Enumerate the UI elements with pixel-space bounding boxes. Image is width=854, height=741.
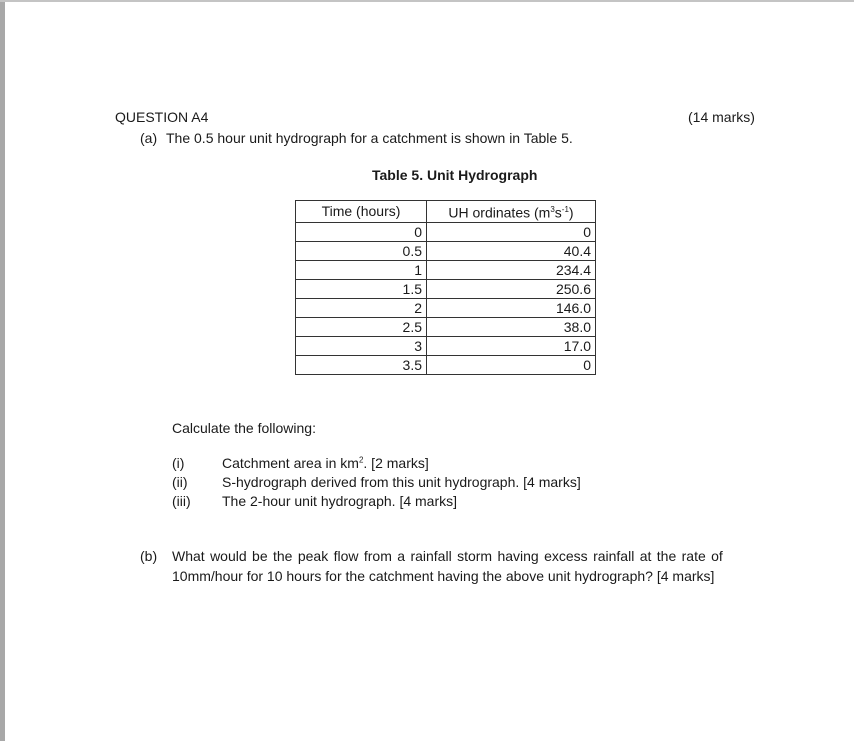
item-i-tail: . [2 marks] bbox=[363, 455, 429, 471]
table-row bbox=[296, 241, 596, 260]
table-row bbox=[296, 336, 596, 355]
header-close: ) bbox=[568, 204, 574, 221]
item-i-text bbox=[222, 455, 429, 471]
time-cell: 2 bbox=[296, 298, 427, 317]
header-sup-neg1: -1 bbox=[561, 205, 569, 214]
uh-ordinate-cell: 146.0 bbox=[427, 298, 596, 317]
item-iii-text: The 2-hour unit hydrograph. [4 marks] bbox=[222, 493, 458, 509]
item-iii-num: (iii) bbox=[172, 493, 191, 509]
time-cell: 3.5 bbox=[296, 355, 427, 374]
table-row bbox=[296, 222, 596, 241]
header-s: s bbox=[554, 204, 562, 221]
uh-ordinate-cell: 17.0 bbox=[427, 336, 596, 355]
uh-ordinate-cell: 0 bbox=[427, 222, 596, 241]
table-caption: Table 5. Unit Hydrograph bbox=[372, 167, 538, 183]
uh-ordinate-cell: 40.4 bbox=[427, 241, 596, 260]
table-row bbox=[296, 260, 596, 279]
header-uh-ordinates bbox=[427, 201, 596, 223]
part-b-line2: 10mm/hour for 10 hours for the catchment having the above unit hydrograph? [4 marks] bbox=[172, 568, 715, 584]
time-cell: 0.5 bbox=[296, 241, 427, 260]
calc-intro: Calculate the following: bbox=[172, 420, 316, 436]
item-i-num: (i) bbox=[172, 455, 185, 471]
header-sup-3: 3 bbox=[550, 205, 555, 214]
question-title: QUESTION A4 bbox=[115, 109, 209, 125]
table-row bbox=[296, 279, 596, 298]
table-row bbox=[296, 355, 596, 374]
time-cell: 1.5 bbox=[296, 279, 427, 298]
table-row bbox=[296, 298, 596, 317]
time-cell: 2.5 bbox=[296, 317, 427, 336]
time-cell: 3 bbox=[296, 336, 427, 355]
uh-ordinate-cell: 0 bbox=[427, 355, 596, 374]
part-a-text: The 0.5 hour unit hydrograph for a catchment is shown in Table 5. bbox=[166, 130, 573, 146]
header-time: Time (hours) bbox=[296, 201, 427, 223]
item-i-sup: 2 bbox=[358, 455, 364, 465]
item-ii-text: S-hydrograph derived from this unit hydrograph. [4 marks] bbox=[222, 474, 581, 490]
table-header-row bbox=[296, 201, 596, 223]
page-left-edge bbox=[0, 0, 5, 741]
header-uh-text: UH ordinates (m bbox=[448, 204, 551, 221]
item-i-main: Catchment area in km bbox=[222, 455, 359, 471]
uh-ordinate-cell: 234.4 bbox=[427, 260, 596, 279]
page-top-edge bbox=[0, 0, 854, 2]
unit-hydrograph-table bbox=[295, 200, 596, 375]
part-b-label: (b) bbox=[140, 548, 158, 564]
item-ii-num: (ii) bbox=[172, 474, 188, 490]
part-a-label: (a) bbox=[140, 130, 158, 146]
part-b-line1: What would be the peak flow from a rainfall storm having excess rainfall at the rate of bbox=[172, 548, 723, 564]
table-row bbox=[296, 317, 596, 336]
question-marks: (14 marks) bbox=[688, 109, 755, 125]
uh-ordinate-cell: 38.0 bbox=[427, 317, 596, 336]
uh-ordinate-cell: 250.6 bbox=[427, 279, 596, 298]
time-cell: 0 bbox=[296, 222, 427, 241]
time-cell: 1 bbox=[296, 260, 427, 279]
